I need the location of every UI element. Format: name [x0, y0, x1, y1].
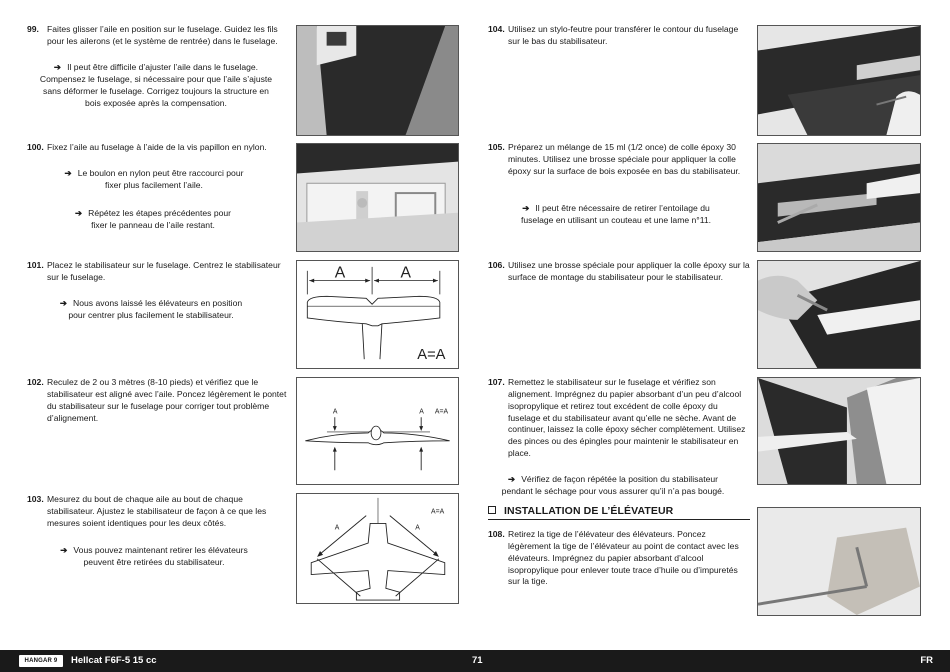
- note-text: Il peut être difficile d’ajuster l’aile dans le fuselage. Compensez le fuselage, si nécessaire pour que l’aile s’ajuste sans déformer le fuselage. Corrigez toujours la structure en bois exposée après la compensation.: [39, 62, 273, 108]
- note-text: Vous pouvez maintenant retirer les élévateurs peuvent être retirées du stabilisateur.: [73, 545, 248, 567]
- label-a-left: A: [334, 524, 340, 532]
- step-102: [27, 377, 287, 424]
- note-107: [498, 474, 728, 498]
- diagram-tip-measure: [296, 493, 459, 604]
- photo-epoxy-stab: [757, 260, 921, 369]
- note-99: [37, 62, 275, 109]
- language-code: FR: [920, 655, 933, 666]
- label-a-right: A: [400, 264, 412, 282]
- note-103: [54, 545, 254, 569]
- step-text: Utilisez une brosse spéciale pour appliquer la colle époxy sur la surface de montage du stabilisateur pour le stabilisateur.: [508, 260, 750, 282]
- step-number: 99.: [27, 24, 39, 34]
- step-103: [27, 494, 287, 530]
- page-number: 71: [472, 655, 483, 666]
- note-text: Nous avons laissé les élévateurs en position pour centrer plus facilement le stabilisateur.: [68, 298, 243, 320]
- step-text: Retirez la tige de l’élévateur des élévateurs. Poncez légèrement la tige de l’élévateur au point de contact avec les élévateurs. Imprégnez du papier absorbant d’alcool isopropylique pour enlever toute trace d’huile ou d’impuretés sur la tige.: [508, 529, 739, 587]
- arrow-icon: ➔: [60, 545, 68, 555]
- step-number: 100.: [27, 142, 44, 152]
- step-text: Remettez le stabilisateur sur le fuselage et vérifiez son alignement. Imprégnez du papier absorbant d’un peu d’alcool isopropylique et retirez tout excédent de colle époxy du fuselage et du stabilisateur avant qu’elle ne sèche. Avant de continuer, laissez la colle époxy sécher complètement. Utilisez des pinces ou des épingles pour maintenir le stabilisateur en place.: [508, 377, 746, 459]
- note-101: [55, 298, 247, 322]
- label-a-left: A: [334, 264, 346, 282]
- step-number: 108.: [488, 529, 505, 539]
- arrow-icon: ➔: [64, 168, 72, 178]
- note-text: Il peut être nécessaire de retirer l’entoilage du fuselage en utilisant un couteau et une lame n°11.: [520, 203, 712, 225]
- step-number: 106.: [488, 260, 505, 270]
- label-a-right: A: [419, 408, 424, 416]
- checkbox-icon: [488, 506, 496, 514]
- step-105: [488, 142, 750, 178]
- arrow-icon: ➔: [507, 474, 516, 484]
- photo-marker-outline: [757, 25, 921, 136]
- arrow-icon: ➔: [522, 203, 530, 213]
- step-text: Fixez l’aile au fuselage à l’aide de la vis papillon en nylon.: [47, 142, 267, 152]
- label-equation: A=A: [431, 508, 445, 516]
- photo-wing-bolt: [296, 143, 459, 252]
- step-text: Reculez de 2 ou 3 mètres (8-10 pieds) et vérifiez que le stabilisateur est aligné avec l’aile. Poncez légèrement le pontet du stabilisateur sur le fuselage pour corriger tout problème d’alignement.: [47, 377, 287, 423]
- step-text: Faites glisser l’aile en position sur le fuselage. Guidez les fils pour les ailerons (et le système de rentrée) dans le fuselage.: [47, 24, 278, 46]
- arrow-icon: ➔: [74, 208, 83, 218]
- step-number: 107.: [488, 377, 505, 387]
- step-number: 102.: [27, 377, 44, 387]
- step-100: [27, 142, 287, 154]
- step-104: [488, 24, 750, 48]
- label-equation: A=A: [434, 408, 449, 416]
- step-text: Utilisez un stylo-feutre pour transférer le contour du fuselage sur le bas du stabilisateur.: [508, 24, 739, 46]
- footer-bar: [0, 650, 950, 672]
- step-text: Placez le stabilisateur sur le fuselage. Centrez le stabilisateur sur le fuselage.: [47, 260, 281, 282]
- note-105: [512, 203, 720, 227]
- note-text: Le boulon en nylon peut être raccourci pour fixer plus facilement l’aile.: [77, 168, 244, 190]
- step-text: Mesurez du bout de chaque aile au bout de chaque stabilisateur. Ajustez le stabilisateur de façon à ce que les mesures soient identiques pour les deux côtés.: [47, 494, 267, 528]
- step-106: [488, 260, 750, 284]
- step-101: [27, 260, 287, 284]
- arrow-icon: ➔: [53, 62, 62, 72]
- arrow-icon: ➔: [59, 298, 68, 308]
- step-number: 101.: [27, 260, 44, 270]
- step-99: [27, 24, 287, 48]
- footer-title: Hellcat F6F-5 15 cc: [71, 655, 157, 666]
- note-text: Répétez les étapes précédentes pour fixer le panneau de l’aile restant.: [88, 208, 232, 230]
- note-100a: [64, 168, 244, 192]
- step-107: [488, 377, 750, 460]
- diagram-stab-alignment: [296, 377, 459, 485]
- step-108: [488, 529, 750, 588]
- step-number: 104.: [488, 24, 505, 34]
- note-text: Vérifiez de façon répétée la position du stabilisateur pendant le séchage pour vous assurer qu’il n’a pas bougé.: [501, 474, 725, 496]
- section-heading: [488, 504, 750, 520]
- label-a-left: A: [332, 408, 338, 416]
- photo-elevator-rod: [757, 507, 921, 616]
- label-a-right: A: [415, 524, 420, 532]
- photo-stab-installed: [757, 377, 921, 485]
- label-equation: A=A: [417, 347, 446, 364]
- step-text: Préparez un mélange de 15 ml (1/2 once) de colle époxy 30 minutes. Utilisez une brosse spéciale pour appliquer la colle époxy sur la surface de bois exposée en bas du stabilisateur.: [508, 142, 741, 176]
- note-100b: [68, 208, 238, 232]
- hangar9-logo: HANGAR 9: [19, 655, 63, 667]
- step-number: 105.: [488, 142, 505, 152]
- photo-wing-slide: [296, 25, 459, 136]
- step-number: 103.: [27, 494, 44, 504]
- diagram-stab-centering: [296, 260, 459, 369]
- section-title: INSTALLATION DE L’ÉLÉVATEUR: [504, 505, 674, 517]
- photo-epoxy-brush: [757, 143, 921, 252]
